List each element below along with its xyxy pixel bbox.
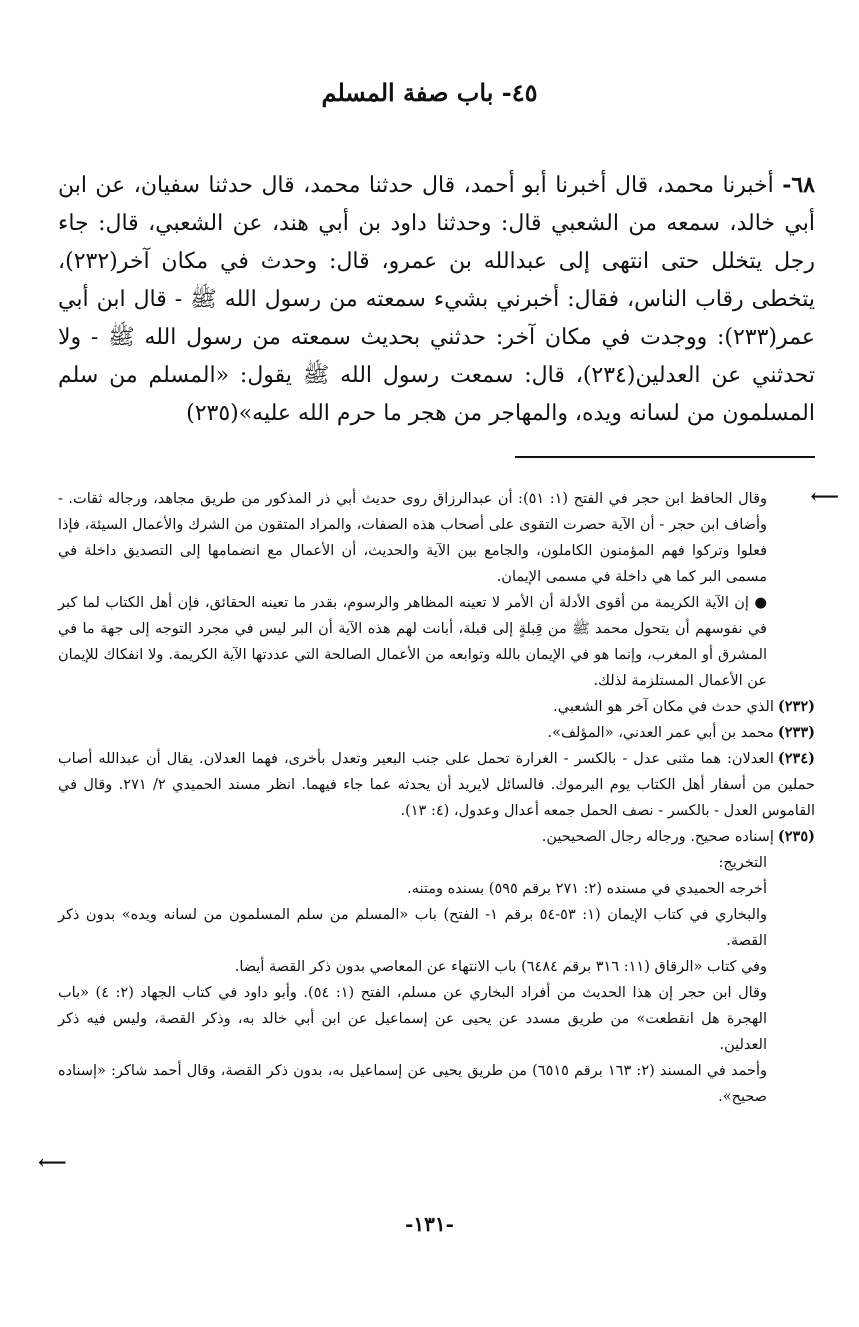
footnote-item: (٢٣٤)العدلان: هما مثنى عدل - بالكسر - الغرارة تحمل على جنب البعير وتعدل بأخرى، فهما العدلان. يقال أن عبدالله أصاب حملين من أسفار أهل الكتاب يوم اليرموك. فالسائل لايريد أن يحدثه عما جاء فيهما. انظر مسند الحميدي ٢/ ٢٧١. وقال في القاموس العدل - بالكسر - نصف الحمل جمعه أعدال وعدول، (٤: ١٣).	[58, 750, 815, 819]
continuation-paragraph: وقال الحافظ ابن حجر في الفتح (١: ٥١): أن عبدالرزاق روى حديث أبي ذر المذكور من طريق مجاهد، ورجاله ثقات. - وأضاف ابن حجر - أن الآية حصرت التقوى على أصحاب هذه الصفات، والمراد المتقون من الشرك والأعمال السيئة، فإذا فعلوا وتركوا فهم المؤمنون الكاملون، والجامع بين الآية والحديث، أن الأعمال مع انضمامها إلى التصديق داخلة في مسمى البر كما هي داخلة في مسمى الإيمان.	[58, 491, 768, 585]
hadith-text	[58, 166, 815, 433]
footnote-divider	[515, 456, 815, 458]
page-number: -١٣١-	[405, 1212, 454, 1236]
takhrij-item: وقال ابن حجر إن هذا الحديث من أفراد البخاري عن مسلم، الفتح (١: ٥٤). وأبو داود في كتاب الجهاد (٢: ٤) «باب الهجرة هل انقطعت» من طريق مسدد عن يحيى عن إسماعيل عن ابن أبي خالد به، وذكر القصة، وليس فيه ذكر العدلين.	[58, 985, 767, 1053]
arrow-left-icon: ⟵	[810, 484, 839, 508]
footnote-item: (٢٣٥)إسناده صحيح. ورجاله رجال الصحيحين.	[541, 828, 815, 845]
takhrij-item: والبخاري في كتاب الإيمان (١: ٥٣-٥٤ برقم ١- الفتح) باب «المسلم من سلم المسلمون من لسانه ويده» بدون ذكر القصة.	[58, 907, 767, 949]
continuation-paragraph: ● إن الآية الكريمة من أقوى الأدلة أن الأمر لا تعينه المظاهر والرسوم، بقدر ما تعينه الحقائق، فإن أهل الكتاب لما كبر في نفوسهم أن يتحول محمد ﷺ من قِبلةٍ إلى قبلة، أبانت لهم هذه الآية أن البر ليس في مجرد التوجه إلى جهة ما في المشرق أو المغرب، وإنما هو في الإيمان بالله وتوابعه من الأعمال الصالحة التي عددتها الآية الكريمة. ولا انفكاك للإيمان عن الأعمال المستلزمة لذلك.	[58, 595, 767, 689]
hadith-body: أخبرنا محمد، قال أخبرنا أبو أحمد، قال حدثنا محمد، قال حدثنا سفيان، عن ابن أبي خالد، سمعه من الشعبي قال: وحدثنا داود بن أبي هند، عن الشعبي، قال: جاء رجل يتخلل حتى انتهى إلى عبدالله بن عمرو، قال: وحدث في مكان آخر(٢٣٢)، يتخطى رقاب الناس، فقال: أخبرني بشيء سمعته من رسول الله ﷺ - قال ابن أبي عمر(٢٣٣): ووجدت في مكان آخر: حدثني بحديث سمعته من رسول الله ﷺ - ولا تحدثني عن العدلين(٢٣٤)، قال: سمعت رسول الله ﷺ يقول: «المسلم من سلم المسلمون من لسانه ويده، والمهاجر من هجر ما حرم الله عليه»(٢٣٥)	[58, 173, 816, 426]
takhrij-heading: التخريج:	[718, 855, 767, 871]
footnote-item: (٢٣٣)محمد بن أبي عمر العدني، «المؤلف».	[547, 724, 815, 741]
hadith-number: ٦٨-	[782, 172, 815, 198]
chapter-title: ٤٥- باب صفة المسلم	[321, 78, 538, 107]
takhrij-item: وفي كتاب «الرقاق (١١: ٣١٦ برقم ٦٤٨٤) باب الانتهاء عن المعاصي بدون ذكر القصة أيضا.	[234, 959, 767, 975]
footnote-item: (٢٣٢)الذي حدث في مكان آخر هو الشعبي.	[553, 698, 815, 715]
takhrij-item: أخرجه الحميدي في مسنده (٢: ٢٧١ برقم ٥٩٥) بسنده ومتنه.	[407, 881, 767, 897]
takhrij-item: وأحمد في المسند (٢: ١٦٣ برقم ٦٥١٥) من طريق يحيى عن إسماعيل به، بدون ذكر القصة، وقال أحمد شاكر: «إسناده صحيح».	[58, 1063, 767, 1105]
footnotes-section	[58, 486, 815, 1110]
arrow-left-icon: ⟵	[38, 1150, 67, 1174]
